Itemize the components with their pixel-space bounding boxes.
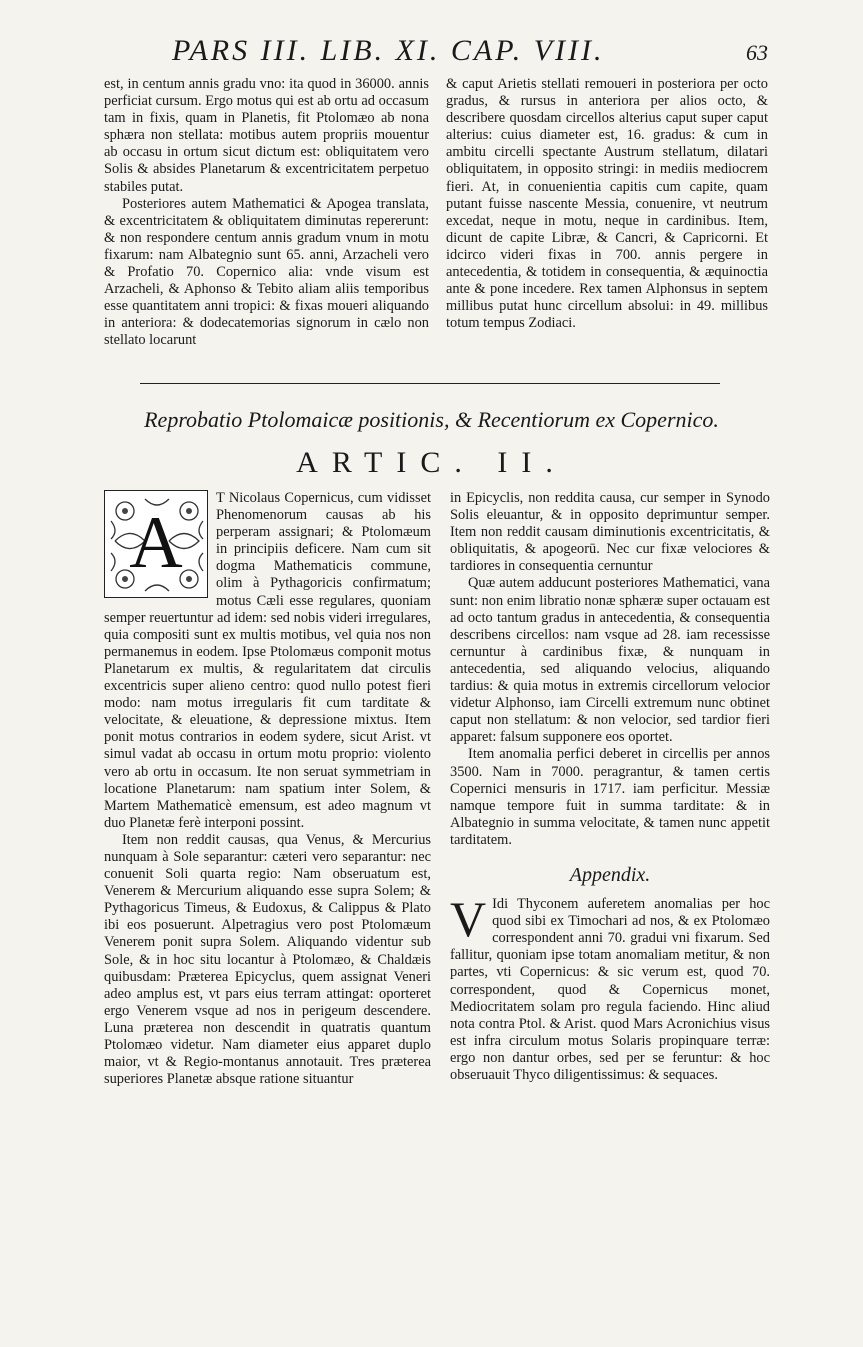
article-heading: ARTIC. II. [296, 446, 567, 479]
page-number: 63 [746, 40, 768, 65]
top-right-column [446, 76, 768, 332]
decorated-initial [104, 490, 208, 598]
paragraph: est, in centum annis gradu vno: ita quod in 36000. annis perficiat cursum. Ergo motus qui est ab ortu ad occasum tam in fixis, quam in Planetis, fit Ptolomæo ab nona sphæra non stellata: motibus autem propriis mouentur ab occasu in ortum sicut dictum est: obliquitatem vero Solis & absides Planetarum & excentricitatem perpetuo stabiles putat. [104, 76, 429, 195]
section-title: Reprobatio Ptolomaicæ positionis, & Recentiorum ex Copernico. [144, 407, 719, 432]
top-left-column [104, 76, 429, 350]
bottom-right-column [450, 490, 770, 1084]
appendix-title: Appendix. [569, 863, 651, 886]
appendix-initial: V [450, 891, 487, 948]
paragraph: in Epicyclis, non reddita causa, cur semper in Synodo Solis eleuantur, & in opposito deprimuntur semper. Item non reddit causam diminutionis excentricitatis, & obliquitatis, & apogeorū. Nec cur fixæ velociores & tardiores in consequentia cernuntur [450, 490, 770, 575]
running-head: PARS III. LIB. XI. CAP. VIII. [172, 34, 605, 67]
dropcap-letter: A [129, 502, 183, 585]
bottom-left-column [104, 490, 431, 1088]
section-divider [140, 383, 720, 384]
appendix-text: Idi Thyconem auferetem anomalias per hoc quod sibi ex Timochari ad nos, & ex Ptolomæo correspondent anni 70. gradui vni fixarum. Sed fallitur, quoniam ipse totam anomaliam metitur, & non partes, vti Copernicus: & sic verum est, quod 70. correspondent, quod & Copernicus monet, Mediocritatem solam pro regula faciendo. Hinc aliud nota contra Ptol. & Arist. quod Mars Acronichius visus est infra circulum motus Solaris propinquare terræ: ergo non dantur orbes, sed per se feruntur: & hoc obseruauit Thyco diligentissimus: & sequaces. [450, 896, 770, 1083]
paragraph: T Nicolaus Copernicus, cum vidisset Phenomenorum causas ab his perperam assignari; & Ptolomæum in principiis deficere. Nam cum sit dogma Mathematicis commune, olim à Pythagoricis confirmatum; motus Cæli esse regulares, quoniam semper reuertuntur ad idem: sed nobis videri irregulares, quia compositi sunt ex multis motibus, vel quia nos non permanemus in eodem. Ipse Ptolomæus componit motus Planetarum ex multis, & regularitatem dat circulis excentricis super alieno centro: quod nullo potest fieri modo: nam motus irregularis fit cum tarditate & velocitate, & eleuatione, & depressione mixtus. Item ponit motus contrarios in eodem sydere, sicut Arist. vt simul vadat ab occasu in ortum motu proprio: violento vero ab ortu in occasum. Ite non seruat symmetriam in locatione Planetarum: nam spatium inter Solem, & Martem Mathematicè emensum, est adeo magnum vt duo Planetæ ferè interponi possint. [104, 490, 431, 831]
paragraph: Item anomalia perfici deberet in circellis per annos 3500. Nam in 7000. peragrantur, & tamen certis Copernici mensuris in 1717. iam perficitur. Messiæ namque tempore fuit in summa tarditate: & in Albategnio in summa velocitate, & tamen nunc appetit tarditatem. [450, 746, 770, 848]
paragraph: Item non reddit causas, qua Venus, & Mercurius nunquam à Sole separantur: cæteri vero separantur: nec conuenit Soli quarta regio: Nam obseruatum est, Venerem & Mercurium aliquando esse supra Solem; & Pythagoricus Timeus, & Eudoxus, & Calippus & Plato ibi eos posuerunt. Alpetragius vero post Ptolomæum Venerem ponit supra Solem. Aliquando videntur sub Sole, & in hoc situ locantur à Ptolomæo, & Chaldæis quibusdam: Præterea Epicyclus, quem assignat Veneri adeo amplus est, vt pars eius terram attingat: oporteret ergo Venerem vsque ad nos in perigeum descendere. Luna præterea non descendit in quatratis quantum Ptolomæo videtur. Nam diameter eius apparet duplo maior, vt & Regio-montanus annotauit. Tres præterea superiores Planetæ absque ratione situantur [104, 831, 431, 1088]
page-header [0, 34, 863, 68]
appendix-paragraph [450, 891, 770, 1084]
paragraph: Quæ autem adducunt posteriores Mathematici, vana sunt: non enim libratio nonæ sphæræ super octauam est ad octo tantum gradus in antecedentia, & consequentia describens circellos: nam vsque ad 28. iam recessisse cernuntur à cardinibus fixæ, & nunquam in antecedentia, sed aliquando velocius, aliquando tardius: & quia motus in extremis circellorum velocior videtur Alphonso, iam Circelli extremum nunc obtinet caput non stellatum: & non velocior, sed tardior fieri apparet: falsum supponere eos oportet. [450, 575, 770, 746]
paragraph: Posteriores autem Mathematici & Apogea translata, & excentricitatem & obliquitatem diminutas repererunt: & non respondere centum annis gradum vnum in motu fixarum: nam Albategnio sunt 65. anni, Arzacheli vero & Profatio 70. Copernico alia: vnde visum est Arzacheli, & Aphonso & Tebito aliam aliis temporibus esse quantitatem anni tropici: & fixas moueri aliquando in anteriora: & dodecatemorias signorum in cælo non stellato locarunt [104, 195, 429, 349]
paragraph: & caput Arietis stellati remoueri in posteriora per octo gradus, & rursus in anteriora per alios octo, & describere quosdam circellos alterius caput super caput alterius: cuius diameter est, 16. gradus: & cum in ambitu circelli spectante Austrum stellatum, dilatari obliquitatem, in opposito stringi: in mediis mediocrem fieri. At, in conuenientia capitis cum capite, quam putant fuisse nascente Messia, conuenire, vt neutrum excedat, neque in motu, neque in cardinibus. Item, dicunt de capite Libræ, & Cancri, & Capricorni. Et idcirco videri fixas in 700. annis pergere in antecedentia, & totidem in consequentia, & æquinoctia ante & pone incedere. Rex tamen Alphonsus in septem millibus putat hunc circellum absolui: in 49. millibus totum tempus Zodiaci. [446, 76, 768, 332]
